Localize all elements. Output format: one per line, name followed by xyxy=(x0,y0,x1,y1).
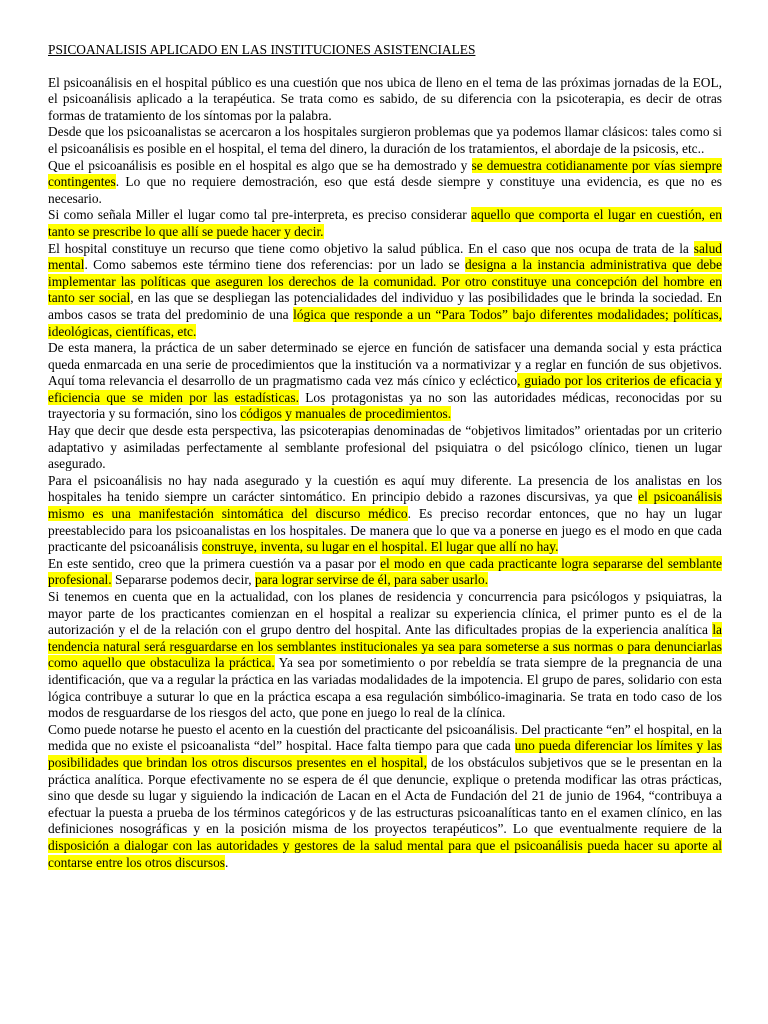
highlighted-text: el psicoanálisis mismo es una manifestación sintomática del discurso médico xyxy=(48,489,722,522)
text-segment: . xyxy=(225,854,229,870)
text-segment: Ya sea por sometimiento o por rebeldía se trata siempre de la pregnancia de una identificación, que va a regular la práctica en las variadas modalidades de la impotencia. El grupo de pares, solidario con esta lógica contribuye a suturar lo que en la práctica escapa a esa regulación simbólico-imaginaria. Se trata en todo caso de los modos de resguardarse de los riesgos del acto, que pone en juego lo real de la clínica. xyxy=(48,655,722,721)
document-body xyxy=(48,75,722,872)
highlighted-text: construye, inventa, su lugar en el hospital. El lugar que allí no hay. xyxy=(201,539,559,555)
text-segment: En este sentido, creo que la primera cuestión va a pasar por xyxy=(48,555,381,571)
text-segment: Como puede notarse he puesto el acento en la cuestión del practicante del psicoanálisis. Del practicante “en” el hospital, en la medida que no existe el psicoanalista “del” hospital. Hace falta tiempo para que cada xyxy=(48,721,722,754)
paragraph xyxy=(48,722,722,871)
highlighted-text: salud mental xyxy=(48,240,722,273)
paragraph xyxy=(48,75,722,125)
highlighted-text: disposición a dialogar con las autoridades y gestores de la salud mental para que el psicoanálisis pueda hacer su aporte al contarse entre los otros discursos xyxy=(48,837,722,870)
highlighted-text: uno pueda diferenciar los límites y las posibilidades que brindan los otros discursos presentes en el hospital, xyxy=(48,738,722,770)
text-segment: El psicoanálisis en el hospital público es una cuestión que nos ubica de lleno en el tema de las próximas jornadas de la EOL, el psicoanálisis aplicado a la terapéutica. Se trata como es sabido, de su diferencia con la psicoterapia, es decir de otras formas de tratamiento de los síntomas por la palabra. xyxy=(48,74,722,123)
text-segment: Si tenemos en cuenta que en la actualidad, con los planes de residencia y concurrencia para psicólogos y psiquiatras, la mayor parte de los practicantes comienzan en el hospital a realizar su experiencia clínica, el primer punto es el de la autorización y el de la relación con el grupo dentro del hospital. Ante las dificultades propias de la experiencia analítica xyxy=(48,589,722,638)
paragraph xyxy=(48,340,722,423)
paragraph xyxy=(48,473,722,556)
highlighted-text: designa a la instancia administrativa que debe implementar las políticas que aseguren los derechos de la comunidad. Por otro constituye una concepción del hombre en tanto ser social xyxy=(48,257,722,306)
paragraph xyxy=(48,589,722,722)
text-segment: . Es preciso recordar entonces, que no hay un lugar preestablecido para los psicoanalistas en los hospitales. De manera que lo que va a ponerse en juego es el modo en que cada practicante del psicoanálisis xyxy=(48,506,722,555)
highlighted-text: lógica que responde a un “Para Todos” bajo diferentes modalidades; políticas, ideológicas, científicas, etc. xyxy=(48,306,722,339)
text-segment: Desde que los psicoanalistas se acercaron a los hospitales surgieron problemas que ya podemos llamar clásicos: tales como si el psicoanálisis es posible en el hospital, el tema del dinero, la duración de los tratamientos, el abordaje de la psicosis, etc.. xyxy=(48,124,722,156)
document-page xyxy=(48,42,722,871)
highlighted-text: códigos y manuales de procedimientos. xyxy=(240,406,452,422)
paragraph xyxy=(48,556,722,589)
text-segment: El hospital constituye un recurso que tiene como objetivo la salud pública. En el caso que nos ocupa de trata de la xyxy=(48,240,694,256)
text-segment: Hay que decir que desde esta perspectiva, las psicoterapias denominadas de “objetivos limitados” orientadas por un criterio adaptativo y asimiladas perfectamente al semblante profesional del psiquiatra o del psicólogo clínico, tienen un lugar asegurado. xyxy=(48,423,722,472)
highlighted-text: aquello que comporta el lugar en cuestión, en tanto se prescribe lo que allí se puede hacer y decir. xyxy=(48,207,722,239)
text-segment: Para el psicoanálisis no hay nada asegurado y la cuestión es aquí muy diferente. La presencia de los analistas en los hospitales ha tenido siempre un carácter sintomático. En principio debido a razones discursivas, ya que xyxy=(48,472,722,505)
text-segment: de los obstáculos subjetivos que se le presentan en la práctica analítica. Porque efectivamente no se espera de él que denuncie, explique o pretenda modificar las otras prácticas, sino que desde su lugar y siguiendo la indicación de Lacan en el Acta de Fundación del 21 de junio de 1964, “contribuya a efectuar la puesta a prueba de los términos categóricos y de las estructuras psicoanalíticas tanto en el examen clínico, en las definiciones nosográficas y en la posición misma de los proyectos terapéuticos”. Lo que eventualmente requiere de la xyxy=(48,754,722,837)
paragraph xyxy=(48,423,722,473)
text-segment: Separarse podemos decir, xyxy=(111,572,255,588)
document-title: PSICOANALISIS APLICADO EN LAS INSTITUCIONES ASISTENCIALES xyxy=(48,42,476,57)
text-segment: , en las que se despliegan las potencialidades del individuo y las posibilidades que le brinda la sociedad. En ambos casos se trata del predominio de una xyxy=(48,290,722,322)
text-segment: Si como señala Miller el lugar como tal pre-interpreta, es preciso considerar xyxy=(48,207,472,223)
paragraph xyxy=(48,158,722,208)
text-segment: Que el psicoanálisis es posible en el hospital es algo que se ha demostrado y xyxy=(48,157,472,173)
highlighted-text: se demuestra cotidianamente por vías siempre contingentes xyxy=(48,157,722,190)
text-segment: Los protagonistas ya no son las autoridades médicas, reconocidas por su trayectoria y su formación, sino los xyxy=(48,389,722,422)
paragraph xyxy=(48,207,722,240)
text-segment: De esta manera, la práctica de un saber determinado se ejerce en función de satisfacer una demanda social y esta práctica queda enmarcada en una serie de procedimientos que la institución va a normativizar y a reglar en función de sus objetivos. Aquí toma relevancia el desarrollo de un pragmatismo cada vez más cínico y ecléctico xyxy=(48,340,722,389)
highlighted-text: , guiado por los criterios de eficacia y eficiencia que se miden por las estadísticas. xyxy=(48,373,722,405)
paragraph xyxy=(48,124,722,157)
paragraph xyxy=(48,241,722,341)
text-segment: . Como sabemos este término tiene dos referencias: por un lado se xyxy=(84,257,465,273)
highlighted-text: para lograr servirse de él, para saber usarlo. xyxy=(254,572,489,588)
highlighted-text: la tendencia natural será resguardarse en los semblantes institucionales ya sea para someterse a sus normas o para denunciarlas como aquello que obstaculiza la práctica. xyxy=(48,622,722,671)
text-segment: . Lo que no requiere demostración, eso que está desde siempre y constituye una evidencia, es que no es necesario. xyxy=(48,174,722,206)
highlighted-text: el modo en que cada practicante logra separarse del semblante profesional. xyxy=(48,555,722,588)
